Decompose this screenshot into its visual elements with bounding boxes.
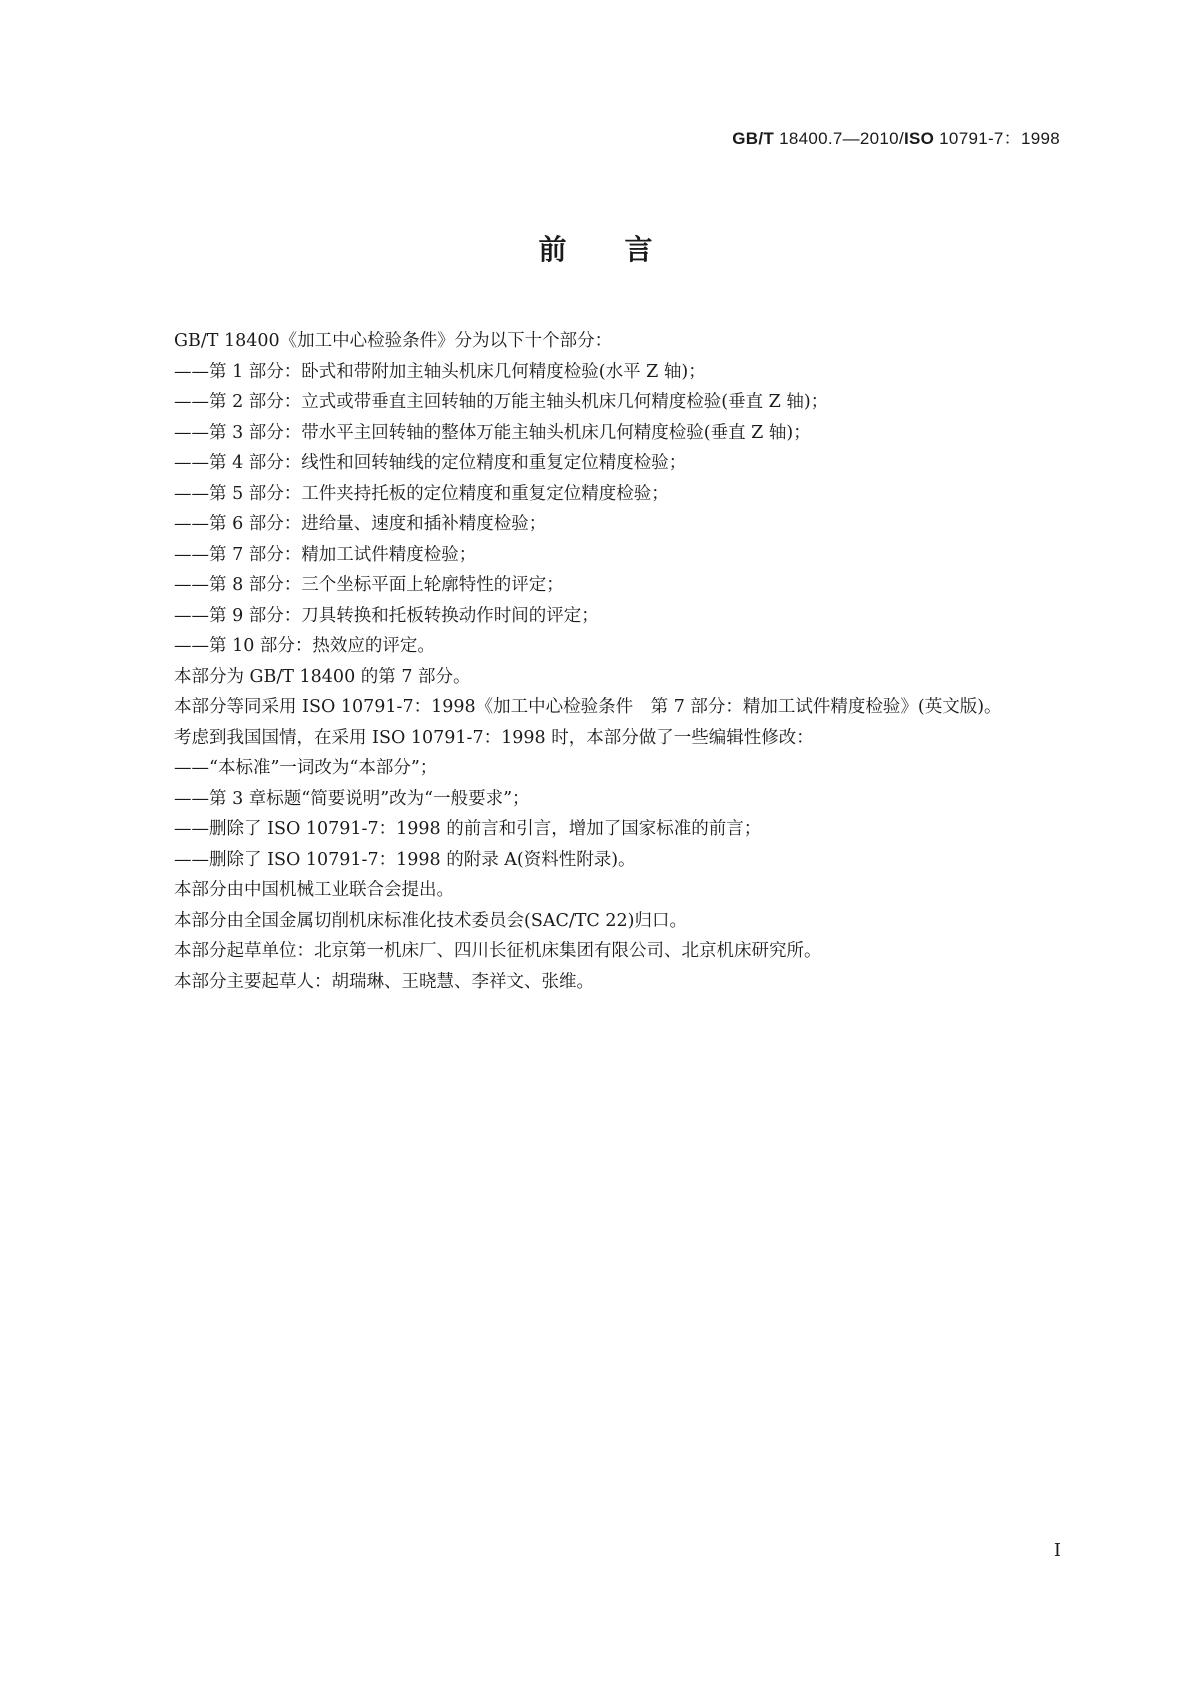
list-item-part-8: ——第 8 部分：三个坐标平面上轮廓特性的评定；	[174, 575, 564, 595]
list-item-part-5: ——第 5 部分：工件夹持托板的定位精度和重复定位精度检验；	[174, 483, 669, 504]
list-item-part-1: ——第 1 部分：卧式和带附加主轴头机床几何精度检验(水平 Z 轴)；	[174, 361, 706, 382]
list-item-part-7: ——第 7 部分：精加工试件精度检验；	[174, 544, 477, 565]
paragraph-drafters: 本部分主要起草人：胡瑞琳、王晓慧、李祥文、张维。	[174, 971, 594, 992]
list-item-part-9: ——第 9 部分：刀具转换和托板转换动作时间的评定；	[174, 605, 599, 626]
paragraph-modifications: 考虑到我国国情，在采用 ISO 10791-7：1998 时，本部分做了一些编辑性修改：	[174, 727, 814, 748]
standard-code-iso-number: 10791-7：1998	[934, 129, 1060, 148]
standard-code	[732, 124, 1060, 149]
list-item-modification-4: ——删除了 ISO 10791-7：1998 的附录 A(资料性附录)。	[174, 849, 636, 870]
paragraph-drafting-units: 本部分起草单位：北京第一机床厂、四川长征机床集团有限公司、北京机床研究所。	[174, 941, 822, 961]
paragraph-proposer: 本部分由中国机械工业联合会提出。	[174, 880, 454, 900]
paragraph-adoption: 本部分等同采用 ISO 10791-7：1998《加工中心检验条件 第 7 部分：精加工试件精度检验》(英文版)。	[174, 697, 1002, 717]
list-item-modification-2: ——第 3 章标题“简要说明”改为“一般要求”；	[174, 788, 530, 809]
page-title: 前言	[538, 233, 711, 266]
paragraph-intro: GB/T 18400《加工中心检验条件》分为以下十个部分：	[174, 331, 613, 351]
standard-code-prefix: GB/T	[732, 129, 775, 148]
list-item-part-3: ——第 3 部分：带水平主回转轴的整体万能主轴头机床几何精度检验(垂直 Z 轴)；	[174, 422, 811, 443]
list-item-modification-3: ——删除了 ISO 10791-7：1998 的前言和引言，增加了国家标准的前言；	[174, 819, 762, 839]
list-item-part-10: ——第 10 部分：热效应的评定。	[174, 636, 435, 656]
standard-code-iso: ISO	[903, 129, 935, 148]
paragraph-part-statement: 本部分为 GB/T 18400 的第 7 部分。	[174, 666, 471, 687]
standard-code-number: 18400.7—2010/	[774, 129, 904, 148]
list-item-part-2: ——第 2 部分：立式或带垂直主回转轴的万能主轴头机床几何精度检验(垂直 Z 轴)；	[174, 392, 829, 412]
page-number: I	[1053, 1540, 1061, 1561]
list-item-part-6: ——第 6 部分：进给量、速度和插补精度检验；	[174, 514, 547, 534]
foreword-body	[134, 326, 1059, 997]
list-item-part-4: ——第 4 部分：线性和回转轴线的定位精度和重复定位精度检验；	[174, 453, 687, 473]
list-item-modification-1: ——“本标准”一词改为“本部分”；	[174, 758, 438, 778]
paragraph-committee: 本部分由全国金属切削机床标准化技术委员会(SAC/TC 22)归口。	[174, 910, 687, 931]
